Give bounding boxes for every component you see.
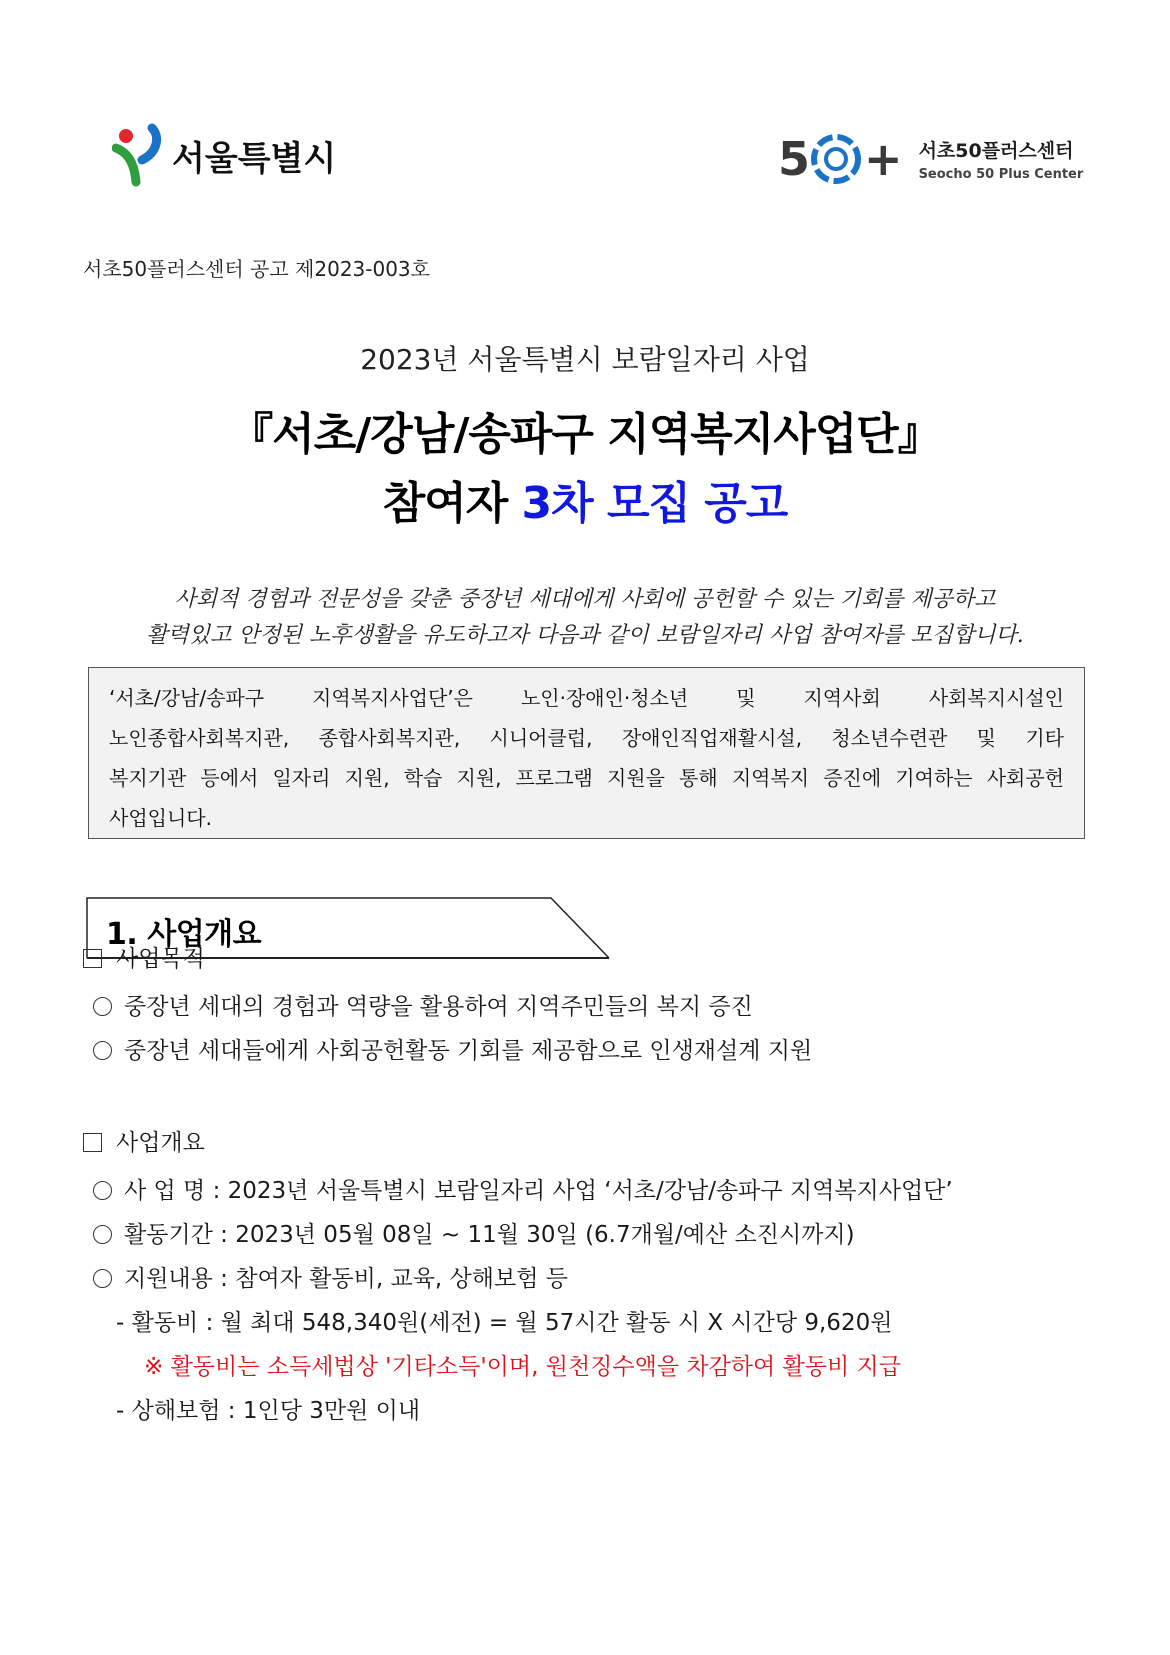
summary-line: 노인종합사회복지관, 종합사회복지관, 시니어클럽, 장애인직업재활시설, 청소년수련관 및 기타 [109,726,1064,750]
purpose-item-text: 중장년 세대들에게 사회공헌활동 기회를 제공함으로 인생재설계 지원 [124,1038,813,1064]
overview-title [83,1124,205,1157]
circle-bullet-icon [93,1041,112,1060]
overview-item-text: 사 업 명 : 2023년 서울특별시 보람일자리 사업 ‘서초/강남/송파구 지역복지사업단’ [124,1178,953,1204]
center-name-english: Seocho 50 Plus Center [918,167,1084,182]
overview-title-text: 사업개요 [116,1130,205,1156]
seocho-50plus-logo [778,128,1083,190]
intro-line: 활력있고 안정된 노후생활을 유도하고자 다음과 같이 보람일자리 사업 참여자를 모집합니다. [146,623,1024,648]
seoul-logo-text: 서울특별시 [172,138,337,179]
pay-note: ※ 활동비는 소득세법상 '기타소득'이며, 원천징수액을 차감하여 활동비 지급 [144,1354,901,1380]
circle-bullet-icon [93,1181,112,1200]
circle-bullet-icon [93,1269,112,1288]
summary-box [88,667,1085,839]
section-1-title: 1. 사업개요 [106,917,262,952]
seoul-emblem-icon [112,122,168,188]
intro-line: 사회적 경험과 전문성을 갖춘 중장년 세대에게 사회에 공헌할 수 있는 기회를 제공하고 [174,587,996,612]
sub-item-pay: - 활동비 : 월 최대 548,340원(세전) = 월 57시간 활동 시 X 시간당 9,620원 [116,1310,893,1336]
list-item [93,1032,812,1065]
notice-number: 서초50플러스센터 공고 제2023-003호 [83,257,430,281]
intro-paragraph [0,582,1170,654]
list-item [93,1260,568,1293]
title-line-1: 2023년 서울특별시 보람일자리 사업 [360,343,810,376]
title-line-3-prefix: 참여자 [382,478,522,529]
purpose-item-text: 중장년 세대의 경험과 역량을 활용하여 지역주민들의 복지 증진 [124,994,753,1020]
summary-line: 복지기관 등에서 일자리 지원, 학습 지원, 프로그램 지원을 통해 지역복지 증진에 기여하는 사회공헌 [109,766,1064,790]
center-name-korean: 서초50플러스센터 [918,140,1074,162]
purpose-title [83,940,205,973]
summary-line: ‘서초/강남/송파구 지역복지사업단’은 노인·장애인·청소년 및 지역사회 사회복지시설인 [109,686,1064,710]
square-bullet-icon [83,949,102,968]
title-line-2: 『서초/강남/송파구 지역복지사업단』 [229,409,941,460]
circle-bullet-icon [93,1225,112,1244]
summary-line: 사업입니다. [109,806,212,830]
seoul-city-logo [112,120,336,190]
logo-plus: + [864,132,903,186]
overview-item-text: 지원내용 : 참여자 활동비, 교육, 상해보험 등 [124,1266,568,1292]
list-item [93,1172,953,1205]
fifty-ring-icon [808,131,864,187]
title-line-3-highlight: 3차 모집 공고 [521,478,788,529]
square-bullet-icon [83,1133,102,1152]
logo-five: 5 [778,132,811,186]
list-item [93,988,753,1021]
circle-bullet-icon [93,997,112,1016]
center-name-block [919,136,1084,182]
purpose-title-text: 사업목적 [116,946,205,972]
overview-item-text: 활동기간 : 2023년 05월 08일 ~ 11월 30일 (6.7개월/예산 소진시까지) [124,1222,855,1248]
list-item [93,1216,855,1249]
sub-item-insurance: - 상해보험 : 1인당 3만원 이내 [116,1398,421,1424]
title-line-3 [0,467,1170,531]
